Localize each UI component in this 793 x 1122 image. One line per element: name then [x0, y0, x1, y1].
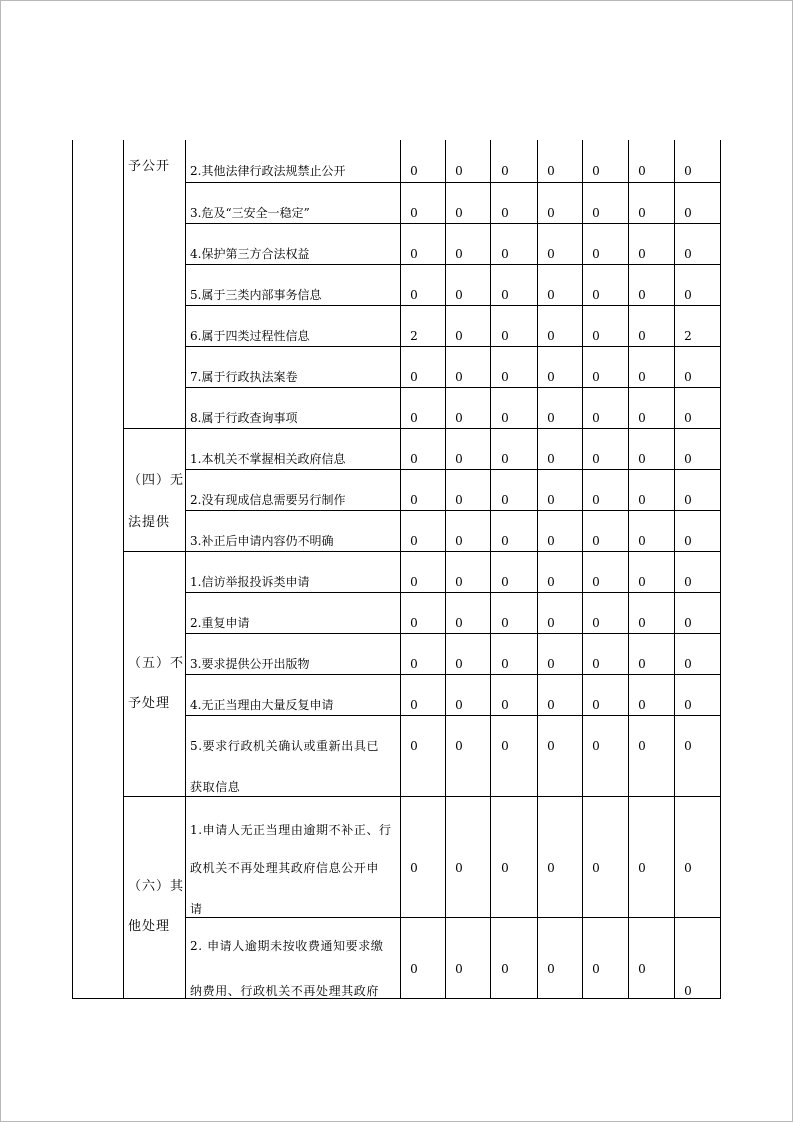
- value-cell: 0: [455, 698, 463, 712]
- value-cell: 0: [455, 370, 463, 384]
- row-divider: [185, 346, 721, 347]
- value-cell: 0: [410, 657, 418, 671]
- column-divider-value-4: [582, 140, 583, 998]
- value-cell: 0: [684, 164, 692, 178]
- row-divider: [185, 305, 721, 306]
- category-4-line1: （四）无: [128, 473, 185, 488]
- value-cell: 0: [638, 739, 646, 753]
- value-cell: 0: [410, 164, 418, 178]
- value-cell: 0: [455, 534, 463, 548]
- value-cell: 0: [410, 616, 418, 630]
- value-cell: 0: [684, 861, 692, 875]
- category-5-line1: （五）不: [128, 656, 185, 671]
- row-label: 3.要求提供公开出版物: [190, 657, 310, 671]
- value-cell: 0: [592, 575, 600, 589]
- value-cell: 0: [547, 370, 555, 384]
- value-cell: 0: [547, 411, 555, 425]
- value-cell: 0: [455, 206, 463, 220]
- value-cell: 0: [455, 861, 463, 875]
- table-border-bottom: [72, 998, 721, 999]
- value-cell: 0: [684, 206, 692, 220]
- value-cell: 0: [592, 288, 600, 302]
- column-divider-value-3: [537, 140, 538, 998]
- row-divider: [185, 917, 721, 918]
- column-divider-value-6: [674, 140, 675, 998]
- value-cell: 0: [501, 962, 509, 976]
- row-divider: [185, 674, 721, 675]
- value-cell: 0: [455, 452, 463, 466]
- row-label: 3.危及“三安全一稳定”: [190, 206, 310, 220]
- row-label: 3.补正后申请内容仍不明确: [190, 534, 334, 548]
- value-cell: 0: [410, 247, 418, 261]
- value-cell: 0: [592, 206, 600, 220]
- value-cell: 0: [501, 861, 509, 875]
- value-cell: 0: [547, 247, 555, 261]
- row-label: 2.其他法律行政法规禁止公开: [190, 164, 346, 178]
- row-label: 4.保护第三方合法权益: [190, 247, 310, 261]
- column-divider-value-1: [445, 140, 446, 998]
- value-cell: 0: [547, 534, 555, 548]
- row-label: 1.申请人无正当理由逾期不补正、行: [190, 823, 392, 837]
- value-cell: 0: [455, 247, 463, 261]
- value-cell: 0: [547, 698, 555, 712]
- value-cell: 0: [410, 739, 418, 753]
- value-cell: 0: [547, 206, 555, 220]
- row-label: 获取信息: [190, 780, 241, 794]
- value-cell: 0: [410, 452, 418, 466]
- value-cell: 0: [410, 534, 418, 548]
- value-cell: 0: [455, 411, 463, 425]
- row-divider: [185, 182, 721, 183]
- value-cell: 0: [501, 698, 509, 712]
- column-divider-category: [123, 140, 124, 998]
- row-divider: [185, 633, 721, 634]
- value-cell: 0: [638, 962, 646, 976]
- value-cell: 0: [592, 452, 600, 466]
- table-border-left: [72, 140, 73, 998]
- row-divider: [185, 223, 721, 224]
- value-cell: 0: [638, 247, 646, 261]
- value-cell: 0: [638, 493, 646, 507]
- value-cell: 0: [455, 288, 463, 302]
- value-cell: 0: [455, 962, 463, 976]
- value-cell: 0: [410, 288, 418, 302]
- value-cell: 0: [638, 616, 646, 630]
- value-cell: 0: [455, 616, 463, 630]
- value-cell: 0: [547, 616, 555, 630]
- value-cell: 0: [684, 452, 692, 466]
- column-divider-item: [185, 140, 186, 998]
- row-label: 2. 申请人逾期未按收费通知要求缴: [190, 939, 384, 953]
- value-cell: 0: [547, 164, 555, 178]
- value-cell: 0: [547, 452, 555, 466]
- value-cell: 0: [592, 657, 600, 671]
- row-divider: [185, 387, 721, 388]
- row-label: 2.没有现成信息需要另行制作: [190, 493, 346, 507]
- row-divider-category: [123, 551, 721, 552]
- value-cell: 0: [501, 493, 509, 507]
- value-cell: 0: [638, 534, 646, 548]
- value-cell: 0: [501, 411, 509, 425]
- row-label: 8.属于行政查询事项: [190, 411, 298, 425]
- value-cell: 0: [592, 698, 600, 712]
- value-cell: 0: [501, 534, 509, 548]
- value-cell: 0: [638, 206, 646, 220]
- value-cell: 0: [638, 861, 646, 875]
- row-label: 5.属于三类内部事务信息: [190, 288, 322, 302]
- column-divider-value-2: [490, 140, 491, 998]
- value-cell: 0: [410, 206, 418, 220]
- value-cell: 0: [547, 493, 555, 507]
- column-divider-value-7: [720, 140, 721, 998]
- row-divider: [185, 264, 721, 265]
- value-cell: 0: [455, 657, 463, 671]
- row-label: 7.属于行政执法案卷: [190, 370, 298, 384]
- value-cell: 0: [501, 329, 509, 343]
- row-label: 纳费用、行政机关不再处理其政府: [190, 984, 380, 998]
- value-cell: 0: [410, 962, 418, 976]
- category-6-line2: 他处理: [128, 919, 171, 934]
- value-cell: 0: [684, 984, 692, 998]
- row-divider: [185, 592, 721, 593]
- row-label: 5.要求行政机关确认或重新出具已: [190, 739, 380, 753]
- value-cell: 0: [547, 657, 555, 671]
- value-cell: 0: [501, 616, 509, 630]
- value-cell: 0: [592, 616, 600, 630]
- value-cell: 0: [684, 411, 692, 425]
- row-divider: [185, 510, 721, 511]
- value-cell: 0: [684, 288, 692, 302]
- column-divider-value-5: [628, 140, 629, 998]
- value-cell: 0: [592, 329, 600, 343]
- row-label: 1.信访举报投诉类申请: [190, 575, 310, 589]
- value-cell: 0: [410, 370, 418, 384]
- value-cell: 0: [638, 452, 646, 466]
- value-cell: 0: [455, 493, 463, 507]
- value-cell: 0: [592, 493, 600, 507]
- row-label: 6.属于四类过程性信息: [190, 329, 310, 343]
- value-cell: 0: [592, 861, 600, 875]
- value-cell: 0: [410, 411, 418, 425]
- column-divider-value-0: [400, 140, 401, 998]
- value-cell: 2: [684, 329, 692, 343]
- value-cell: 0: [684, 739, 692, 753]
- value-cell: 0: [501, 247, 509, 261]
- value-cell: 0: [592, 411, 600, 425]
- value-cell: 0: [501, 164, 509, 178]
- value-cell: 0: [684, 616, 692, 630]
- value-cell: 0: [638, 329, 646, 343]
- category-5-line2: 予处理: [128, 696, 171, 711]
- value-cell: 0: [684, 698, 692, 712]
- value-cell: 0: [638, 370, 646, 384]
- value-cell: 2: [410, 329, 418, 343]
- value-cell: 0: [455, 575, 463, 589]
- category-6-line1: （六）其: [128, 879, 185, 894]
- row-label: 2.重复申请: [190, 616, 250, 630]
- value-cell: 0: [592, 739, 600, 753]
- value-cell: 0: [684, 247, 692, 261]
- value-cell: 0: [547, 861, 555, 875]
- value-cell: 0: [638, 288, 646, 302]
- row-label: 请: [190, 902, 203, 916]
- row-divider-category: [123, 428, 721, 429]
- row-label: 4.无正当理由大量反复申请: [190, 698, 334, 712]
- value-cell: 0: [410, 698, 418, 712]
- value-cell: 0: [455, 329, 463, 343]
- value-cell: 0: [410, 575, 418, 589]
- value-cell: 0: [684, 575, 692, 589]
- value-cell: 0: [501, 657, 509, 671]
- row-divider-category: [123, 796, 721, 797]
- value-cell: 0: [547, 962, 555, 976]
- value-cell: 0: [638, 164, 646, 178]
- value-cell: 0: [501, 739, 509, 753]
- value-cell: 0: [684, 493, 692, 507]
- category-4-line2: 法提供: [128, 515, 171, 530]
- row-divider: [185, 715, 721, 716]
- row-label: 政机关不再处理其政府信息公开申: [190, 861, 380, 875]
- value-cell: 0: [501, 452, 509, 466]
- value-cell: 0: [547, 288, 555, 302]
- value-cell: 0: [592, 164, 600, 178]
- value-cell: 0: [592, 247, 600, 261]
- value-cell: 0: [638, 411, 646, 425]
- value-cell: 0: [455, 739, 463, 753]
- value-cell: 0: [684, 534, 692, 548]
- value-cell: 0: [638, 575, 646, 589]
- value-cell: 0: [684, 370, 692, 384]
- category-3-tail: 予公开: [128, 159, 171, 174]
- value-cell: 0: [684, 657, 692, 671]
- value-cell: 0: [501, 370, 509, 384]
- value-cell: 0: [547, 329, 555, 343]
- value-cell: 0: [501, 206, 509, 220]
- value-cell: 0: [547, 739, 555, 753]
- value-cell: 0: [547, 575, 555, 589]
- value-cell: 0: [410, 493, 418, 507]
- value-cell: 0: [638, 698, 646, 712]
- value-cell: 0: [592, 534, 600, 548]
- row-label: 1.本机关不掌握相关政府信息: [190, 452, 346, 466]
- row-divider: [185, 469, 721, 470]
- value-cell: 0: [455, 164, 463, 178]
- value-cell: 0: [410, 861, 418, 875]
- value-cell: 0: [592, 962, 600, 976]
- value-cell: 0: [592, 370, 600, 384]
- value-cell: 0: [638, 657, 646, 671]
- value-cell: 0: [501, 575, 509, 589]
- value-cell: 0: [501, 288, 509, 302]
